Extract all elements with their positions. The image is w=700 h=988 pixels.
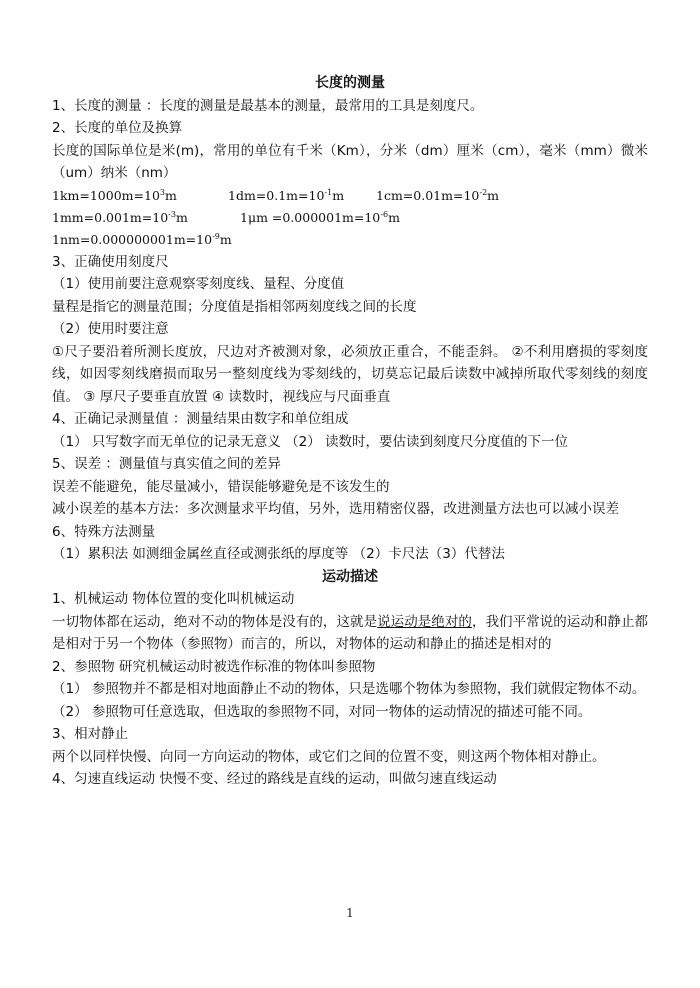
paragraph: ①尺子要沿着所测长度放，尺边对齐被测对象，必须放正重合，不能歪斜。 ②不利用磨损的零刻度线，如因零刻线磨损而取另一整刻度线为零刻线的，切莫忘记最后读数中减掉所取代零刻线的刻度值。 ③ 厚尺子要垂直放置 ④ 读数时，视线应与尺面垂直 <box>52 343 648 405</box>
unit-um: $1\mu m =0.000001m=10^{-6}m$ <box>240 209 400 225</box>
paragraph: （2） 参照物可任意选取，但选取的参照物不同，对同一物体的运动情况的描述可能不同。 <box>52 703 592 720</box>
paragraph: （1）使用前要注意观察零刻度线、量程、分度值 <box>52 276 345 292</box>
heading: 6、特殊方法测量 <box>52 523 156 540</box>
section-title-motion: 运动描述 <box>322 568 378 585</box>
paragraph: 量程是指它的测量范围；分度值是指相邻两刻度线之间的长度 <box>52 298 417 315</box>
heading: 3、正确使用刻度尺 <box>52 253 169 270</box>
unit-conversion-row <box>52 207 648 229</box>
unit-conversion-row <box>52 229 648 251</box>
paragraph: 两个以同样快慢、向同一方向运动的物体，或它们之间的位置不变，则这两个物体相对静止。 <box>52 748 606 765</box>
unit-conversion-row <box>52 185 648 207</box>
paragraph: （2）使用时要注意 <box>52 321 169 337</box>
paragraph: 一切物体都在运动，绝对不动的物体是没有的，这就是说运动是绝对的，我们平常说的运动和静止都是相对于另一个物体（参照物）而言的，所以，对物体的运动和静止的描述是相对的 <box>52 613 649 652</box>
paragraph: 误差不能避免，能尽量减小，错误能够避免是不该发生的 <box>52 478 390 495</box>
paragraph: 1、长度的测量 ：长度的测量是最基本的测量，最常用的工具是刻度尺。 <box>52 97 484 114</box>
paragraph: （1） 参照物并不都是相对地面静止不动的物体，只是选哪个物体为参照物，我们就假定物体不动。 <box>52 681 646 697</box>
paragraph: （1） 只写数字而无单位的记录无意义 （2） 读数时，要估读到刻度尺分度值的下一位 <box>52 433 569 450</box>
unit-nm: $1nm=0.000000001m=10^{-9}m$ <box>52 231 232 247</box>
heading: 2、长度的单位及换算 <box>52 120 183 136</box>
unit-cm: $1cm=0.01m=10^{-2}m$ <box>376 187 500 203</box>
paragraph: （1）累积法 如测细金属丝直径或测张纸的厚度等 （2）卡尺法（3）代替法 <box>52 546 505 562</box>
heading: 1、机械运动 物体位置的变化叫机械运动 <box>52 591 295 607</box>
unit-km: $1km=1000m=10^3m$ <box>52 187 177 203</box>
underlined-phrase: 说运动是绝对的 <box>377 613 472 630</box>
heading: 4、匀速直线运动 快慢不变、经过的路线是直线的运动，叫做匀速直线运动 <box>52 771 497 787</box>
section-title-length: 长度的测量 <box>315 75 385 91</box>
heading: 4、正确记录测量值 ：测量结果由数字和单位组成 <box>52 411 349 427</box>
paragraph: 减小误差的基本方法：多次测量求平均值，另外，选用精密仪器，改进测量方法也可以减小误差 <box>52 501 619 517</box>
unit-dm: $1dm=0.1m=10^{-1}m$ <box>228 187 345 203</box>
unit-mm: $1mm=0.001m=10^{-3}m$ <box>52 209 188 225</box>
paragraph: 长度的国际单位是米(m)，常用的单位有千米（Km），分米（dm）厘米（cm），毫米（mm）微米（um）纳米（nm） <box>52 142 648 181</box>
page-number: 1 <box>346 906 354 920</box>
heading: 3、相对静止 <box>52 726 129 742</box>
heading: 2、参照物 研究机械运动时被选作标准的物体叫参照物 <box>52 658 376 675</box>
heading: 5、误差 ：测量值与真实值之间的差异 <box>52 456 281 472</box>
document-page <box>52 72 648 791</box>
